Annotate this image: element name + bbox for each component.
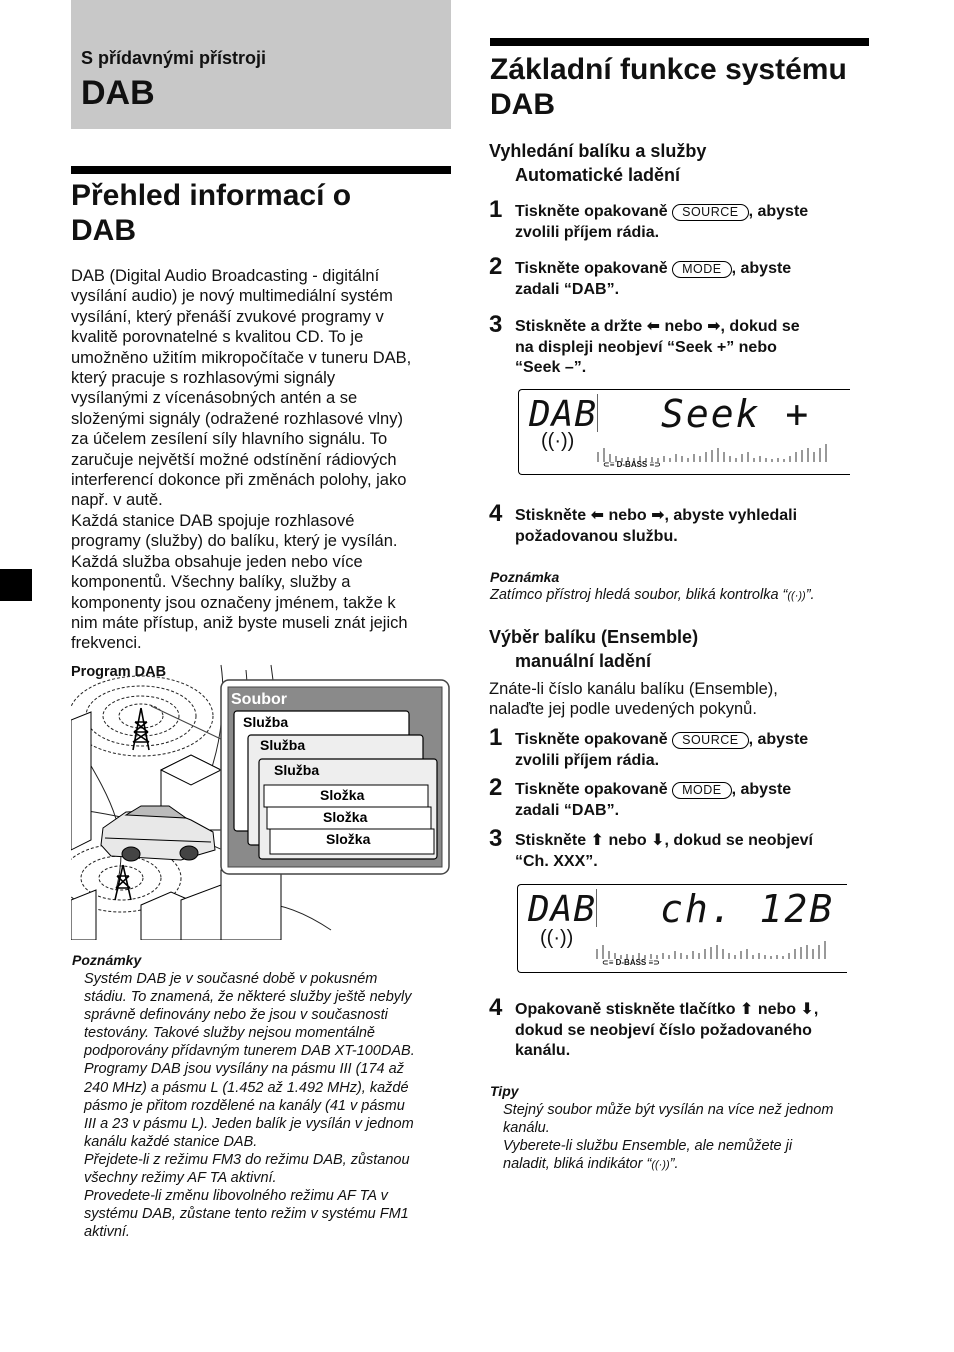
tip-1: Stejný soubor může být vysílán na více než jednom [503,1102,834,1118]
sec2-step2-text: Tiskněte opakovaně [515,781,673,798]
dab-program-diagram [71,660,453,940]
lcd-level-meter [595,434,847,462]
paragraph-line: za účelem zesílení síly hlavního signálu. To [71,430,388,449]
mode-button[interactable]: MODE [672,261,732,278]
paragraph-line: který pracuje s rozhlasovými signály [71,369,336,388]
sec2-step4-text-c: , [813,1001,819,1018]
paragraph-line: vysílání audio) je nový multimediální systém [71,287,393,306]
sec2-step1-text-b: , abyste [748,731,809,748]
sec1-step3-text-b: nebo [660,318,708,335]
paragraph-line: programy (služby) do balíku, který je vysílán. [71,532,398,551]
lcd-dbass: ⊂≡ D-BASS ≡⊃ [602,958,660,967]
sec1-step4-text-b: nebo [604,507,652,524]
lcd-text: ch. 12B [660,887,835,931]
tip-2: Vyberete-li službu Ensemble, ale nemůžete ji [503,1138,793,1155]
paragraph-line: komponentů. Všechny balíky, služby a [71,573,351,592]
lcd-display-seek [518,389,850,475]
label-slozka-3: Složka [326,831,371,847]
paragraph-line: vysílání, který přenáší zvukové programy v [71,307,384,326]
label-slozka-2: Složka [323,809,368,825]
paragraph-line: umožněno užitím mikropočítače v tuneru DAB, [71,348,412,367]
notes-title: Poznámky [72,952,142,968]
right-title-line2: DAB [490,88,555,121]
source-button[interactable]: SOURCE [672,204,748,221]
paragraph-line: zaručuje největší možné odstínění rádiových [71,450,397,469]
sec1-note [490,586,870,605]
left-title-rule [71,166,451,174]
section-kicker: S přídavnými přístroji [81,48,267,68]
side-tab-marker [0,569,32,601]
lcd-band: DAB [529,394,598,435]
note-line: Systém DAB je v současné době v pokusném [84,971,378,987]
paragraph-line: např. v autě. [71,491,163,510]
arrow-up-icon[interactable]: ⬆ [590,832,604,849]
sec1-step4-number: 4 [489,500,503,527]
arrow-left-icon[interactable]: ⬅ [646,318,661,335]
sec2-step3-text-c: , dokud se neobjeví [664,832,813,849]
right-title-line1: Základní funkce systému [490,53,847,86]
arrow-right-icon[interactable]: ➡ [651,507,665,524]
sec2-step1-text: Tiskněte opakovaně [515,731,673,748]
lcd-dbass-label: D-BASS [615,958,647,967]
note-line: Provedete-li změnu libovolného režimu AF TA v [84,1188,388,1205]
note-line: všechny režimy AF TA aktivní. [84,1170,277,1187]
sec2-step3-text-d: “Ch. XXX”. [515,852,598,870]
sec2-step3-number: 3 [489,825,503,852]
sec2-step2 [515,780,865,821]
sec2-step3-text: Stiskněte [515,832,591,849]
label-soubor: Soubor [231,691,287,708]
arrow-up-icon[interactable]: ⬆ [739,1001,754,1018]
intro-paragraph [71,266,451,654]
sec1-heading [489,139,706,187]
note-line: systému DAB, zůstane tento režim v systému FM1 [84,1206,409,1223]
sec2-intro-line2: nalaďte jej podle uvedených pokynů. [489,700,757,719]
sec2-step4 [515,1000,865,1062]
lcd-level-meter [594,931,846,959]
sec2-step4-text-d: dokud se neobjeví číslo požadovaného [515,1021,812,1039]
right-title [490,52,847,122]
sec1-step4-text-d: požadovanou službu. [515,527,678,545]
sec1-step3-text: Stiskněte a držte [515,318,647,335]
paragraph-line: Každá stanice DAB spojuje rozhlasové [71,511,355,530]
sec2-step4-number: 4 [489,994,503,1021]
sec2-step4-text: Opakovaně stiskněte tlačítko [515,1001,740,1018]
sec2-heading-line1: Výběr balíku (Ensemble) [489,627,699,647]
note-line: správně definovány nebo že jsou v současnosti [84,1007,388,1024]
paragraph-line: složenými signály (odražené rozhlasové vlny) [71,409,403,428]
paragraph-line: DAB (Digital Audio Broadcasting - digitální [71,267,380,285]
diagram-label: Program DAB [71,664,167,680]
tip-2-text: naladit, bliká indikátor “ [503,1156,652,1173]
antenna-tower-top [133,708,149,750]
mode-button[interactable]: MODE [672,782,732,799]
sec1-step3-text-d: na displeji neobjeví “Seek +” nebo [515,338,777,356]
paragraph-line: vysílanými z vícenásobných antén a se [71,389,358,408]
lcd-separator [597,394,600,432]
note-line: Přejdete-li z režimu FM3 do režimu DAB, zůstanou [84,1151,410,1168]
signal-indicator-icon: ((·)) [540,927,574,949]
paragraph-line: Každá služba obsahuje jeden nebo více [71,552,363,571]
lcd-display-channel [517,884,847,973]
sec1-step1-text: Tiskněte opakovaně [515,203,673,220]
sec1-step3-number: 3 [489,311,503,338]
sec1-note-title: Poznámka [490,569,560,585]
sec1-step4-text-c: , abyste vyhledali [664,507,798,524]
lcd-dbass-label: D-BASS [616,460,648,469]
arrow-down-icon[interactable]: ⬇ [800,1001,814,1018]
sec2-step3-text-b: nebo [604,832,652,849]
source-button[interactable]: SOURCE [672,732,748,749]
note-line: 240 MHz) a pásmu L (1.452 až 1.492 MHz), každé [84,1079,409,1096]
sec1-step3-text-c: , dokud se [720,318,800,335]
signal-indicator-icon: ((·)) [541,430,575,452]
label-sluzba-2: Služba [260,737,306,753]
note-line: pásmo je přitom rozdělené na kanály (41 v pásmu [84,1097,405,1114]
sec1-step2 [515,259,865,300]
tip-2-cont [503,1155,873,1174]
sec2-intro-line1: Znáte-li číslo kanálu balíku (Ensemble), [489,680,778,698]
header-title: DAB [81,74,155,112]
signal-indicator-icon: ((·)) [651,1159,670,1172]
sec1-note-text-b: ”. [805,587,815,603]
arrow-right-icon[interactable]: ➡ [707,318,721,335]
left-title [71,178,351,248]
sec2-step1-text-c: zvolili příjem rádia. [515,751,660,769]
sec1-step1 [515,202,865,243]
lcd-band: DAB [528,889,597,930]
notes-list [84,970,454,1241]
left-title-line1: Přehled informací o [71,179,352,212]
label-slozka-1: Složka [320,787,365,803]
sec2-heading-line2: manuální ladění [515,651,652,671]
sec1-note-text: Zatímco přístroj hledá soubor, bliká kontrolka “ [490,587,788,603]
sec1-step2-text-b: , abyste [731,260,792,277]
sec2-step1-number: 1 [489,724,503,751]
paragraph-line: komponenty jsou označeny jménem, takže k [71,593,396,612]
arrow-down-icon[interactable]: ⬇ [651,832,665,849]
sec1-step1-text-c: zvolili příjem rádia. [515,223,660,241]
tips-title: Tipy [490,1083,519,1099]
lcd-dbass: ⊂≡ D-BASS ≡⊃ [603,460,661,469]
sec1-step4 [515,506,865,547]
sec1-step4-text: Stiskněte [515,507,591,524]
lcd-separator [596,889,599,927]
arrow-left-icon[interactable]: ⬅ [590,507,604,524]
note-line: testovány. Takové služby nejsou momentálně [84,1025,375,1042]
sec2-step2-text-b: , abyste [731,781,792,798]
note-line: stádiu. To znamená, že některé služby ještě nebyly [84,989,412,1006]
sec2-step1 [515,730,865,771]
signal-indicator-icon: ((·)) [787,590,806,602]
right-title-rule [490,38,869,46]
paragraph-line: frekvenci. [71,634,142,653]
sec2-intro [489,679,869,720]
tip-1-cont: kanálu. [503,1120,550,1137]
sec2-step4-text-e: kanálu. [515,1042,571,1059]
label-sluzba-1: Služba [243,714,289,730]
sec2-step4-text-b: nebo [753,1001,801,1018]
tip-2-text-b: ”. [669,1156,679,1173]
left-title-line2: DAB [71,214,136,247]
sec2-step2-number: 2 [489,774,503,801]
note-line: aktivní. [84,1224,130,1241]
note-line: kanálu každé stanice DAB. [84,1133,258,1150]
sec2-heading [489,625,698,673]
sec1-step2-text: Tiskněte opakovaně [515,260,673,277]
note-line: III a 23 v pásmu L). Jeden balík je vysílán v jednom [84,1115,414,1132]
sec1-step3-text-e: “Seek –”. [515,359,587,376]
sec1-heading-line2: Automatické ladění [515,165,681,185]
tips-list [503,1101,873,1174]
sec1-heading-line1: Vyhledání balíku a služby [489,141,707,161]
paragraph-line: interferencí dokonce při změnách polohy, jako [71,471,407,490]
sec1-step2-number: 2 [489,253,503,280]
sec2-step3 [515,831,865,872]
sec1-step2-text-c: zadali “DAB”. [515,280,620,298]
paragraph-line: nim máte přístup, aniž byste museli znát jejich [71,613,408,632]
sec1-step3 [515,317,865,379]
sec2-step2-text-c: zadali “DAB”. [515,801,620,819]
sec1-step1-number: 1 [489,196,503,223]
note-line: Programy DAB jsou vysílány na pásmu III (174 až [84,1061,404,1078]
lcd-text: Seek + [661,392,811,436]
note-line: podporovány přídavným tunerem DAB XT-100DAB. [84,1043,415,1060]
paragraph-line: kvalitě porovnatelné s kvalitou CD. To je [71,328,364,347]
label-sluzba-3: Služba [274,762,320,778]
sec1-step1-text-b: , abyste [748,203,809,220]
